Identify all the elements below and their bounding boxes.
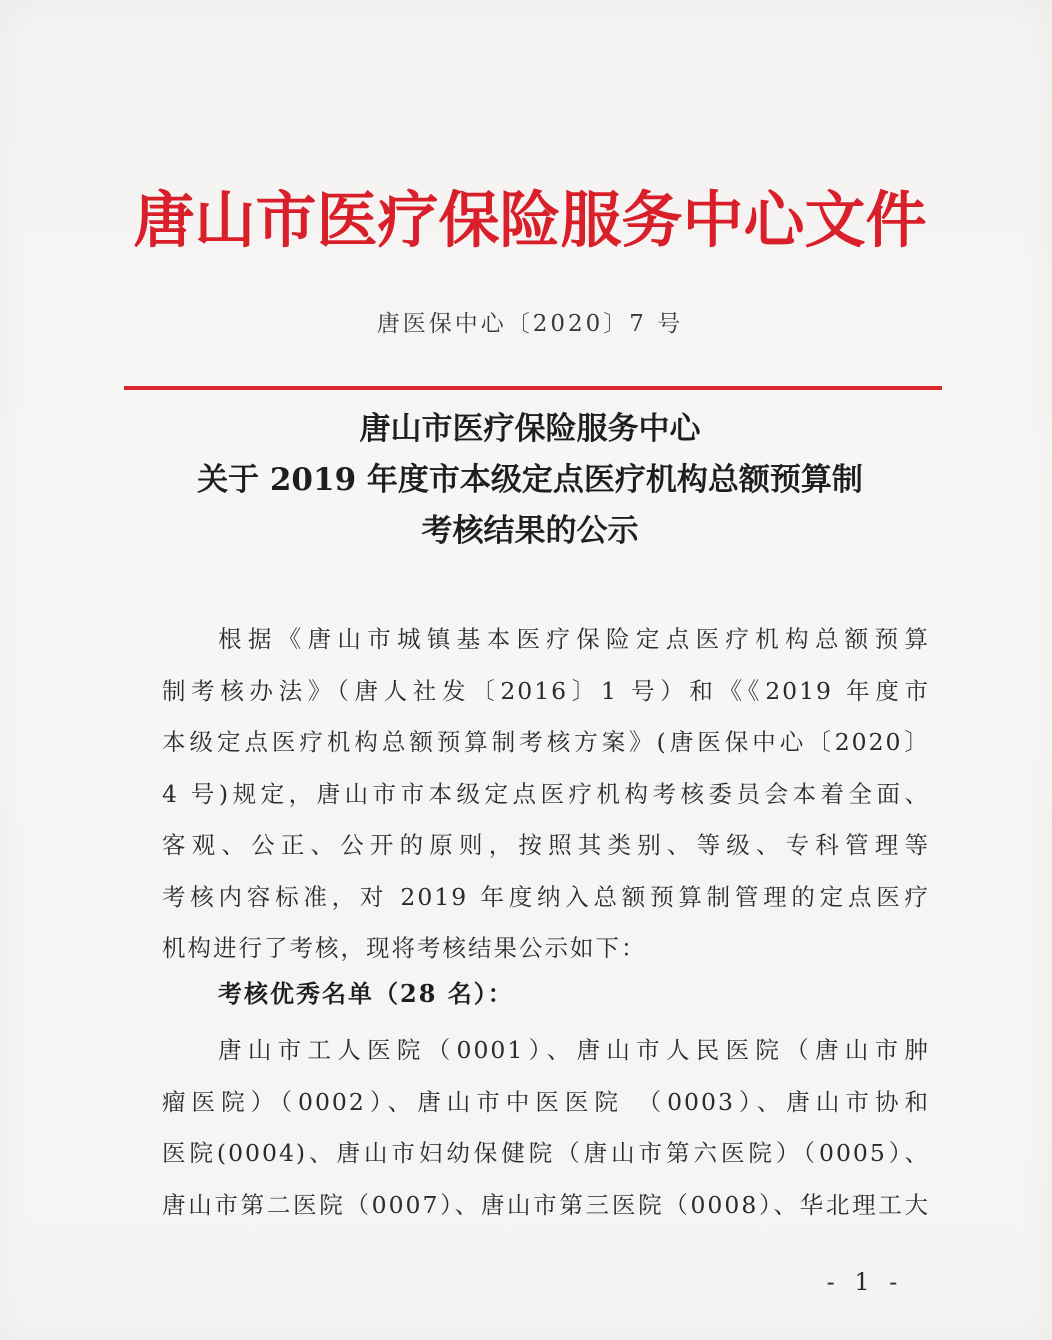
body-paragraph [162,614,930,975]
document-number: 唐医保中心〔2020〕7 号 [376,311,684,337]
excellent-list-heading: 考核优秀名单（28 名）： [218,979,514,1008]
excellent-list-paragraph [162,1025,930,1231]
list-line: 瘤医院）（0002）、唐山市中医医院 （0003）、唐山市协和 [162,1087,930,1116]
subject-line-1: 唐山市医疗保险服务中心 [359,411,701,447]
page-number: - 1 - [826,1268,904,1296]
body-line: 4 号)规定，唐山市市本级定点医疗机构考核委员会本着全面、 [162,779,930,808]
body-line: 客观、公正、公开的原则，按照其类别、等级、专科管理等 [162,831,930,859]
body-line: 机构进行了考核，现将考核结果公示如下： [162,934,647,962]
subject-line-2: 关于 2019 年度市本级定点医疗机构总额预算制 [197,462,863,498]
body-line: 制考核办法》（唐人社发〔2016〕1 号）和《《2019 年度市 [162,676,930,705]
list-line: 唐山市第二医院（0007）、唐山市第三医院（0008）、华北理工大 [162,1190,930,1219]
body-line: 考核内容标准，对 2019 年度纳入总额预算制管理的定点医疗 [162,882,930,911]
list-line: 医院(0004)、唐山市妇幼保健院（唐山市第六医院）（0005）、 [162,1139,930,1167]
document-header-title: 唐山市医疗保险服务中心文件 [133,185,927,256]
list-line: 唐山市工人医院（0001）、唐山市人民医院（唐山市肿 [218,1036,930,1064]
body-line: 根据《唐山市城镇基本医疗保险定点医疗机构总额预算 [218,625,930,653]
red-divider-rule [124,386,942,390]
body-line: 本级定点医疗机构总额预算制考核方案》(唐医保中心〔2020〕 [162,728,930,756]
subject-line-3: 考核结果的公示 [421,513,639,549]
document-subject [90,404,970,557]
